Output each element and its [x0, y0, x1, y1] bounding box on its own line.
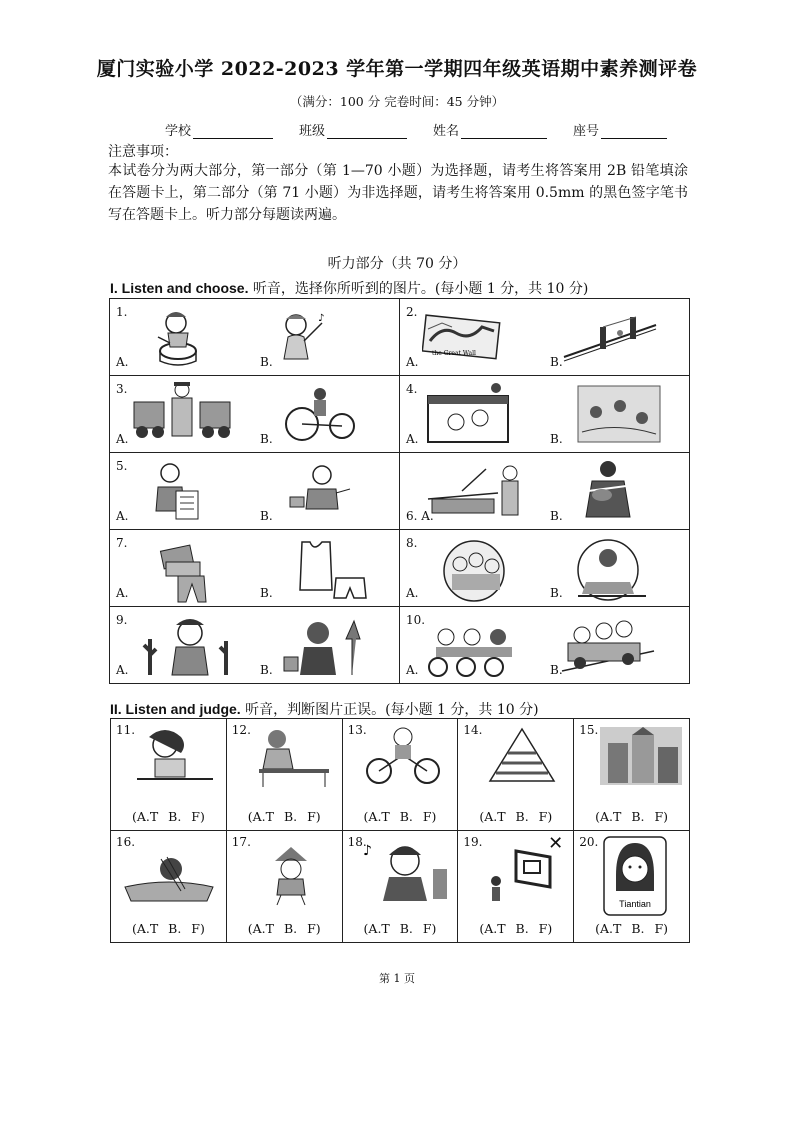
- girl-cactus-icon: [140, 615, 236, 679]
- great-wall-caption: the Great Wall: [432, 350, 476, 357]
- question-cell: [400, 376, 690, 453]
- blank-line[interactable]: [601, 125, 667, 139]
- question-number: 3.: [116, 382, 128, 396]
- old-bicycle-icon: [280, 384, 360, 442]
- children-window-icon: [426, 382, 510, 444]
- girl-portrait-icon: [602, 835, 668, 919]
- judge-cell: [574, 719, 690, 831]
- question-cell: [110, 607, 400, 684]
- blank-line[interactable]: [193, 125, 273, 139]
- question-cell: [110, 453, 400, 530]
- judge-cell: [226, 719, 342, 831]
- listening-part-heading: 听力部分（共 70 分）: [327, 256, 467, 272]
- judge-answer[interactable]: (A.T B. F): [131, 921, 205, 936]
- judge-answer[interactable]: (A.T B. F): [595, 809, 669, 824]
- section1-heading: [110, 278, 588, 298]
- question-cell: [400, 299, 690, 376]
- question-cell: [110, 530, 400, 607]
- question-number: 4.: [406, 382, 418, 396]
- svg-text:♪: ♪: [318, 313, 325, 324]
- option-a-label[interactable]: A.: [116, 432, 129, 446]
- question-number: 8.: [406, 536, 418, 550]
- section2-title-en: II. Listen and judge.: [110, 701, 241, 717]
- girl-singing-icon: [361, 839, 451, 901]
- judge-answer[interactable]: (A.T B. F): [247, 809, 321, 824]
- playground-icon: [576, 382, 662, 444]
- option-b-label[interactable]: B.: [550, 509, 563, 523]
- drummer-icon: [148, 307, 208, 369]
- option-b-label[interactable]: B.: [260, 586, 273, 600]
- boy-bike-icon: [363, 725, 447, 787]
- option-b-label[interactable]: B.: [260, 432, 273, 446]
- exam-subtitle: （满分：100 分 完卷时间：45 分钟）: [289, 94, 505, 109]
- question-cell: [110, 299, 400, 376]
- notice-body: 本试卷分为两大部分，第一部分（第 1—70 小题）为选择题，请考生将答案用 2B 铅笔填涂在答题卡上，第二部分（第 71 小题）为非选择题，请考生将答案用 0.5mm 的黑色签字笔书写在答题卡上。听力部分每题读两遍。: [108, 163, 688, 223]
- great-wall-icon: [422, 311, 502, 361]
- option-a-label[interactable]: A.: [406, 663, 419, 677]
- info-seat: [573, 120, 667, 139]
- question-number: 2.: [406, 305, 418, 319]
- girl-reading-icon: [135, 723, 215, 789]
- question-number: 16.: [116, 835, 136, 849]
- question-number: 9.: [116, 613, 128, 627]
- judge-cell: [111, 831, 227, 943]
- info-class: [299, 120, 407, 139]
- option-b-label[interactable]: B.: [260, 509, 273, 523]
- exam-title: 厦门实验小学 2022-2023 学年第一学期四年级英语期中素养测评卷: [96, 58, 698, 80]
- traffic-officer-icon: [130, 380, 234, 442]
- listen-choose-table: [109, 298, 690, 684]
- city-building-icon: [598, 725, 684, 787]
- cross-mark-icon: ✕: [548, 833, 564, 854]
- sandwich-icon: [484, 725, 560, 787]
- question-number: 19.: [463, 835, 483, 849]
- question-cell: [400, 453, 690, 530]
- tiantian-caption: Tiantian: [619, 899, 652, 909]
- question-cell: [400, 530, 690, 607]
- option-a-label[interactable]: A.: [116, 586, 129, 600]
- option-a-label[interactable]: A.: [406, 586, 419, 600]
- option-b-label[interactable]: B.: [550, 432, 563, 446]
- judge-cell: [574, 831, 690, 943]
- question-number: 12.: [231, 723, 251, 737]
- judge-cell: [342, 719, 458, 831]
- child-eating-icon: [568, 536, 652, 602]
- clothes-pile-icon: [158, 544, 214, 604]
- judge-answer[interactable]: (A.T B. F): [131, 809, 205, 824]
- boy-noodles-icon: [121, 851, 217, 905]
- info-school: [165, 120, 273, 139]
- question-number: 11.: [116, 723, 136, 737]
- violin-player-icon: [568, 457, 648, 519]
- section2-heading: [110, 699, 539, 719]
- option-b-label[interactable]: B.: [550, 586, 563, 600]
- info-label: 学校: [165, 124, 192, 139]
- info-label: 座号: [573, 124, 600, 139]
- question-number: 10.: [406, 613, 426, 627]
- option-b-label[interactable]: B.: [550, 663, 563, 677]
- info-name: [433, 120, 547, 139]
- section1-title-cn: 听音，选择你所听到的图片。(每小题 1 分，共 10 分): [248, 281, 589, 297]
- judge-answer[interactable]: (A.T B. F): [363, 921, 437, 936]
- basketball-hoop-icon: [484, 847, 554, 903]
- judge-cell: [226, 831, 342, 943]
- judge-answer[interactable]: (A.T B. F): [595, 921, 669, 936]
- page-number: 第 1 页: [379, 972, 415, 985]
- section2-title-cn: 听音，判断图片正误。(每小题 1 分，共 10 分): [240, 702, 539, 718]
- judge-answer[interactable]: (A.T B. F): [479, 809, 553, 824]
- question-number: 18.: [347, 835, 367, 849]
- judge-cell: [458, 719, 574, 831]
- info-label: 班级: [299, 124, 326, 139]
- question-cell: [400, 607, 690, 684]
- cooking-icon: [426, 463, 522, 523]
- girl-desk-icon: [249, 723, 333, 789]
- notice-title: 注意事项：: [108, 144, 178, 160]
- option-a-label[interactable]: A.: [116, 663, 129, 677]
- bridge-icon: [560, 309, 660, 363]
- option-a-label[interactable]: A.: [116, 355, 129, 369]
- option-b-label[interactable]: B.: [260, 355, 273, 369]
- option-a-label[interactable]: A.: [406, 355, 419, 369]
- judge-answer[interactable]: (A.T B. F): [479, 921, 553, 936]
- info-label: 姓名: [433, 124, 460, 139]
- singer-icon: [272, 309, 332, 369]
- question-number: 5.: [116, 459, 128, 473]
- family-circle-icon: [436, 538, 512, 604]
- svg-text:♪: ♪: [362, 843, 372, 859]
- judge-answer[interactable]: (A.T B. F): [363, 809, 437, 824]
- question-number: 14.: [463, 723, 483, 737]
- question-number: 17.: [231, 835, 251, 849]
- student-info-row: [165, 120, 693, 139]
- question-number: 13.: [347, 723, 367, 737]
- kids-cycling-icon: [426, 621, 522, 679]
- option-a-label[interactable]: 6. A.: [406, 509, 434, 523]
- judge-cell: [111, 719, 227, 831]
- question-cell: [110, 376, 400, 453]
- option-b-label[interactable]: B.: [550, 355, 563, 369]
- option-a-label[interactable]: A.: [406, 432, 419, 446]
- judge-cell: [342, 831, 458, 943]
- question-number: 7.: [116, 536, 128, 550]
- question-number: 15.: [579, 723, 599, 737]
- question-number: 20.: [579, 835, 599, 849]
- blank-line[interactable]: [461, 125, 547, 139]
- question-number: 1.: [116, 305, 128, 319]
- option-a-label[interactable]: A.: [116, 509, 129, 523]
- vest-shorts-icon: [292, 538, 372, 604]
- kids-bus-icon: [558, 611, 658, 677]
- option-b-label[interactable]: B.: [260, 663, 273, 677]
- section1-title-en: I. Listen and choose.: [110, 280, 249, 296]
- boy-hat-icon: [261, 845, 321, 907]
- judge-answer[interactable]: (A.T B. F): [247, 921, 321, 936]
- blank-line[interactable]: [327, 125, 407, 139]
- boy-statue-icon: [280, 615, 370, 679]
- judge-cell: [458, 831, 574, 943]
- man-desk-icon: [286, 463, 356, 515]
- listen-judge-table: [110, 718, 690, 943]
- man-newspaper-icon: [150, 461, 202, 523]
